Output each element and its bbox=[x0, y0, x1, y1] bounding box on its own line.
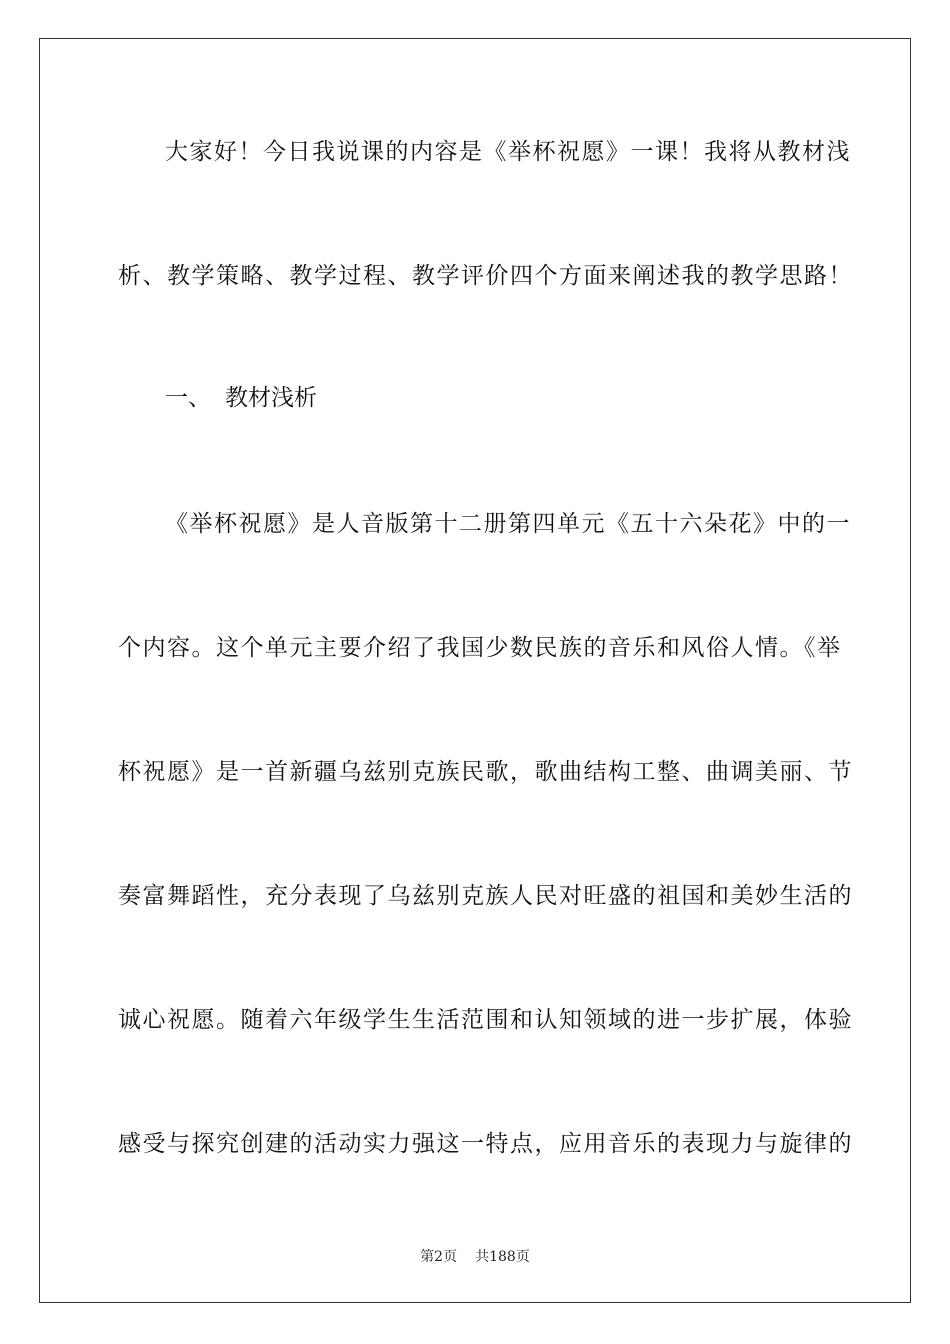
paragraph-2-line-3: 杯祝愿》是一首新疆乌兹别克族民歌，歌曲结构工整、曲调美丽、节 bbox=[118, 759, 853, 785]
paragraph-2-line-2: 个内容。这个单元主要介绍了我国少数民族的音乐和风俗人情。《举 bbox=[118, 635, 842, 661]
paragraph-2-line-6: 感受与探究创建的活动实力强这一特点，应用音乐的表现力与旋律的 bbox=[118, 1131, 853, 1157]
section-title: 教材浅析 bbox=[225, 385, 317, 411]
page-footer bbox=[0, 1248, 950, 1266]
section-number: 一、 bbox=[165, 385, 211, 411]
page-border bbox=[39, 38, 911, 1303]
section-heading bbox=[165, 382, 317, 414]
paragraph-2-line-1: 《举杯祝愿》是人音版第十二册第四单元《五十六朵花》中的一 bbox=[165, 511, 851, 537]
paragraph-1-line-2: 析、教学策略、教学过程、教学评价四个方面来阐述我的教学思路！ bbox=[118, 263, 853, 289]
paragraph-2-line-4: 奏富舞蹈性，充分表现了乌兹别克族人民对旺盛的祖国和美妙生活的 bbox=[118, 883, 853, 909]
paragraph-1-line-1: 大家好！今日我说课的内容是《举杯祝愿》一课！我将从教材浅 bbox=[165, 139, 851, 165]
paragraph-2-line-5: 诚心祝愿。随着六年级学生生活范围和认知领域的进一步扩展，体验 bbox=[118, 1007, 853, 1033]
page-number: 第2页 bbox=[420, 1249, 458, 1265]
page-total: 共188页 bbox=[475, 1249, 530, 1265]
